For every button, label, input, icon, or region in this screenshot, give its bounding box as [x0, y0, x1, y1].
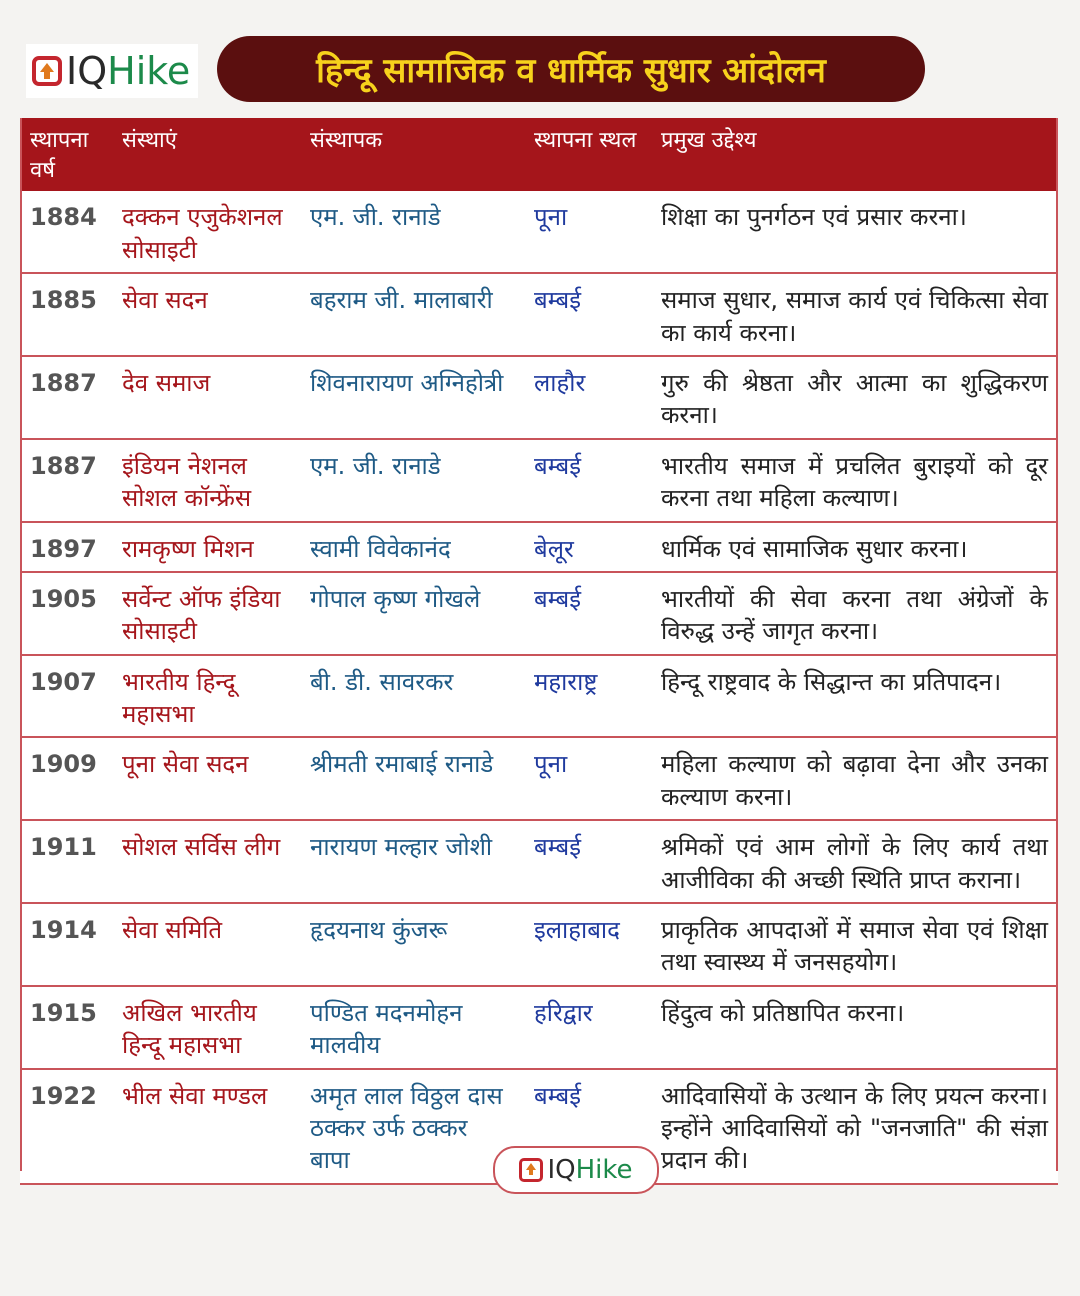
cell-place: इलाहाबाद: [524, 903, 651, 986]
cell-goal: शिक्षा का पुनर्गठन एवं प्रसार करना।: [651, 191, 1058, 273]
col-header-place: स्थापना स्थल: [524, 118, 651, 191]
table-row: [20, 356, 1058, 439]
cell-org: देव समाज: [112, 356, 300, 439]
table-row: [20, 986, 1058, 1069]
cell-org: सर्वेन्ट ऑफ इंडिया सोसाइटी: [112, 572, 300, 655]
cell-year: 1887: [20, 356, 112, 439]
bottom-logo: [493, 1146, 659, 1194]
cell-org: अखिल भारतीय हिन्दू महासभा: [112, 986, 300, 1069]
table-row: [20, 191, 1058, 273]
cell-founder: शिवनारायण अग्निहोत्री: [300, 356, 524, 439]
cell-place: लाहौर: [524, 356, 651, 439]
cell-goal: श्रमिकों एवं आम लोगों के लिए कार्य तथा आजीविका की अच्छी स्थिति प्राप्त कराना।: [651, 820, 1058, 903]
cell-place: महाराष्ट्र: [524, 655, 651, 738]
cell-goal: भारतीयों की सेवा करना तथा अंग्रेजों के विरुद्ध उन्हें जागृत करना।: [651, 572, 1058, 655]
table-row: [20, 820, 1058, 903]
table-row: [20, 903, 1058, 986]
cell-year: 1911: [20, 820, 112, 903]
cell-org: रामकृष्ण मिशन: [112, 522, 300, 572]
logo-text: IQHike: [66, 49, 191, 93]
cell-year: 1887: [20, 439, 112, 522]
col-header-founder: संस्थापक: [300, 118, 524, 191]
cell-goal: गुरु की श्रेष्ठता और आत्मा का शुद्धिकरण करना।: [651, 356, 1058, 439]
cell-year: 1897: [20, 522, 112, 572]
cell-founder: पण्डित मदनमोहन मालवीय: [300, 986, 524, 1069]
cell-goal: प्राकृतिक आपदाओं में समाज सेवा एवं शिक्षा तथा स्वास्थ्य में जनसहयोग।: [651, 903, 1058, 986]
cell-goal: हिंदुत्व को प्रतिष्ठापित करना।: [651, 986, 1058, 1069]
cell-year: 1915: [20, 986, 112, 1069]
cell-founder: हृदयनाथ कुंजरू: [300, 903, 524, 986]
cell-goal: आदिवासियों के उत्थान के लिए प्रयत्न करना। इन्होंने आदिवासियों को "जनजाति" की संज्ञा प्रदान की।: [651, 1069, 1058, 1184]
cell-org: इंडियन नेशनल सोशल कॉन्फ्रेंस: [112, 439, 300, 522]
table-row: [20, 572, 1058, 655]
cell-goal: धार्मिक एवं सामाजिक सुधार करना।: [651, 522, 1058, 572]
page-title: हिन्दू सामाजिक व धार्मिक सुधार आंदोलन: [217, 36, 925, 102]
logo-text: IQHike: [547, 1155, 633, 1185]
col-header-goal: प्रमुख उद्देश्य: [651, 118, 1058, 191]
reform-movements-table: [20, 118, 1058, 1185]
house-arrow-icon: [519, 1158, 543, 1182]
cell-founder: बी. डी. सावरकर: [300, 655, 524, 738]
cell-founder: एम. जी. रानाडे: [300, 439, 524, 522]
iqhike-logo: [26, 44, 198, 98]
cell-place: बेलूर: [524, 522, 651, 572]
cell-place: बम्बई: [524, 572, 651, 655]
cell-year: 1914: [20, 903, 112, 986]
col-header-year: स्थापना वर्ष: [20, 118, 112, 191]
table-row: [20, 439, 1058, 522]
col-header-org: संस्थाएं: [112, 118, 300, 191]
cell-place: बम्बई: [524, 273, 651, 356]
cell-year: 1909: [20, 737, 112, 820]
cell-org: सोशल सर्विस लीग: [112, 820, 300, 903]
house-arrow-icon: [32, 56, 62, 86]
header: [20, 36, 1060, 106]
cell-goal: भारतीय समाज में प्रचलित बुराइयों को दूर करना तथा महिला कल्याण।: [651, 439, 1058, 522]
cell-place: पूना: [524, 191, 651, 273]
cell-place: पूना: [524, 737, 651, 820]
table-row: [20, 273, 1058, 356]
cell-year: 1884: [20, 191, 112, 273]
cell-founder: एम. जी. रानाडे: [300, 191, 524, 273]
table-row: [20, 737, 1058, 820]
cell-org: भारतीय हिन्दू महासभा: [112, 655, 300, 738]
cell-goal: समाज सुधार, समाज कार्य एवं चिकित्सा सेवा का कार्य करना।: [651, 273, 1058, 356]
table-header-row: [20, 118, 1058, 191]
cell-org: दक्कन एजुकेशनल सोसाइटी: [112, 191, 300, 273]
cell-founder: बहराम जी. मालाबारी: [300, 273, 524, 356]
cell-founder: श्रीमती रमाबाई रानाडे: [300, 737, 524, 820]
cell-year: 1922: [20, 1069, 112, 1184]
table-row: [20, 522, 1058, 572]
table-row: [20, 655, 1058, 738]
cell-org: भील सेवा मण्डल: [112, 1069, 300, 1184]
cell-place: बम्बई: [524, 820, 651, 903]
cell-place: बम्बई: [524, 1069, 651, 1184]
cell-year: 1907: [20, 655, 112, 738]
cell-year: 1885: [20, 273, 112, 356]
cell-place: बम्बई: [524, 439, 651, 522]
cell-place: हरिद्वार: [524, 986, 651, 1069]
cell-goal: हिन्दू राष्ट्रवाद के सिद्धान्त का प्रतिपादन।: [651, 655, 1058, 738]
cell-org: सेवा समिति: [112, 903, 300, 986]
cell-founder: स्वामी विवेकानंद: [300, 522, 524, 572]
cell-org: सेवा सदन: [112, 273, 300, 356]
cell-founder: नारायण मल्हार जोशी: [300, 820, 524, 903]
cell-founder: गोपाल कृष्ण गोखले: [300, 572, 524, 655]
cell-org: पूना सेवा सदन: [112, 737, 300, 820]
cell-founder: अमृत लाल विठ्ठल दास ठक्कर उर्फ ठक्कर बापा: [300, 1069, 524, 1184]
cell-year: 1905: [20, 572, 112, 655]
cell-goal: महिला कल्याण को बढ़ावा देना और उनका कल्याण करना।: [651, 737, 1058, 820]
